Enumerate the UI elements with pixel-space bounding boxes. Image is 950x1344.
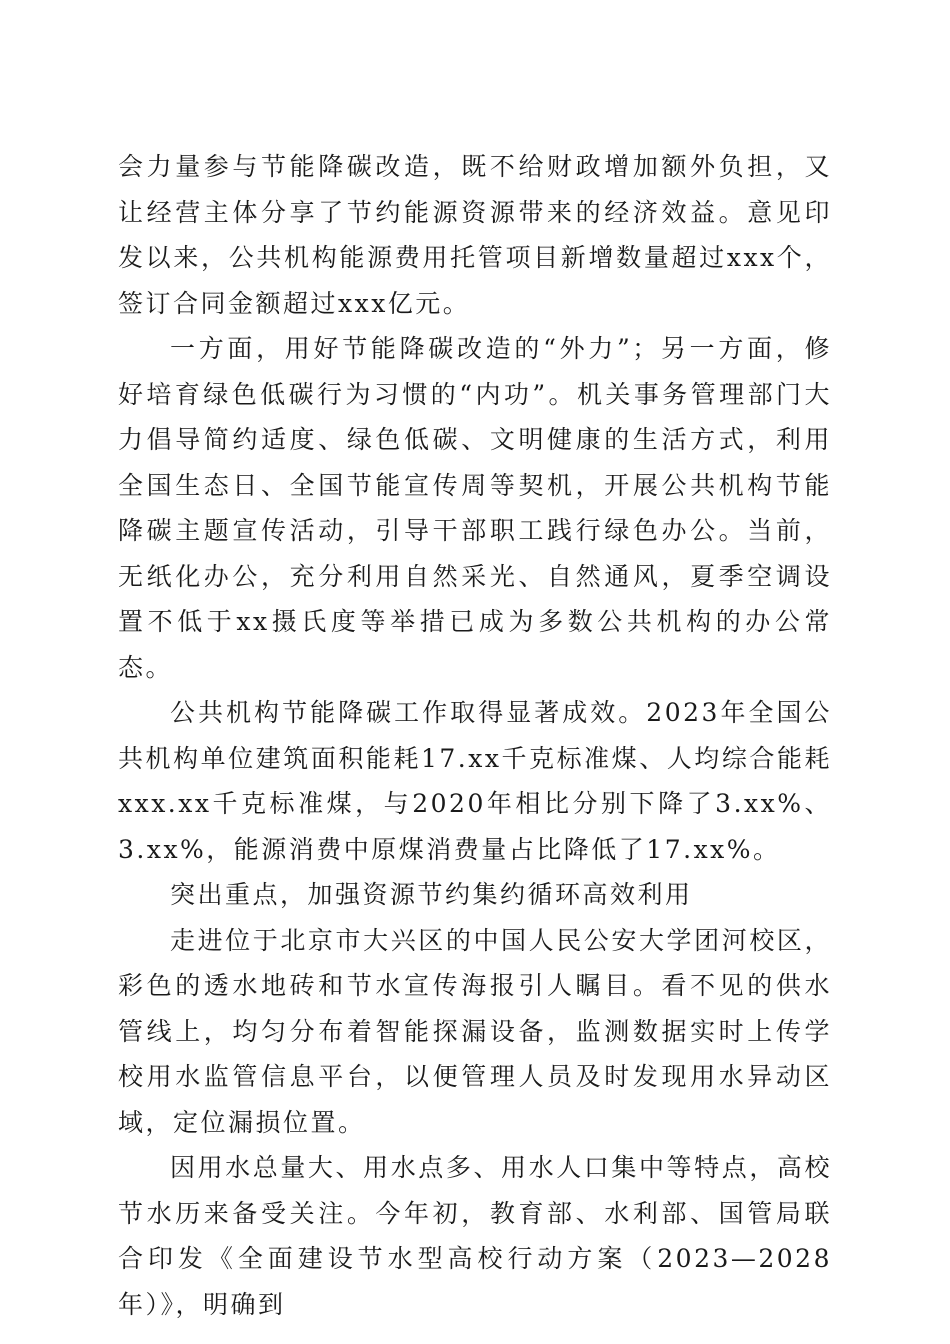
paragraph-5: 因用水总量大、用水点多、用水人口集中等特点，高校节水历来备受关注。今年初，教育部、水利部、国管局联合印发《全面建设节水型高校行动方案（2023—2028年）》，明确到	[118, 1153, 832, 1319]
paragraph-1: 会力量参与节能降碳改造，既不给财政增加额外负担，又让经营主体分享了节约能源资源带来的经济效益。意见印发以来，公共机构能源费用托管项目新增数量超过xxx个，签订合同金额超过xxx亿元。	[118, 152, 832, 318]
section-heading: 突出重点，加强资源节约集约循环高效利用	[170, 880, 693, 909]
paragraph-4: 走进位于北京市大兴区的中国人民公安大学团河校区，彩色的透水地砖和节水宣传海报引人瞩目。看不见的供水管线上，均匀分布着智能探漏设备，监测数据实时上传学校用水监管信息平台，以便管理人员及时发现用水异动区域，定位漏损位置。	[118, 925, 832, 1137]
document-body	[118, 144, 832, 1327]
paragraph-2: 一方面，用好节能降碳改造的“外力”；另一方面，修好培育绿色低碳行为习惯的“内功”。机关事务管理部门大力倡导简约适度、绿色低碳、文明健康的生活方式，利用全国生态日、全国节能宣传周等契机，开展公共机构节能降碳主题宣传活动，引导干部职工践行绿色办公。当前，无纸化办公，充分利用自然采光、自然通风，夏季空调设置不低于xx摄氏度等举措已成为多数公共机构的办公常态。	[118, 334, 832, 682]
paragraph-3: 公共机构节能降碳工作取得显著成效。2023年全国公共机构单位建筑面积能耗17.xx千克标准煤、人均综合能耗xxx.xx千克标准煤，与2020年相比分别下降了3.xx%、3.xx%，能源消费中原煤消费量占比降低了17.xx%。	[118, 698, 832, 864]
